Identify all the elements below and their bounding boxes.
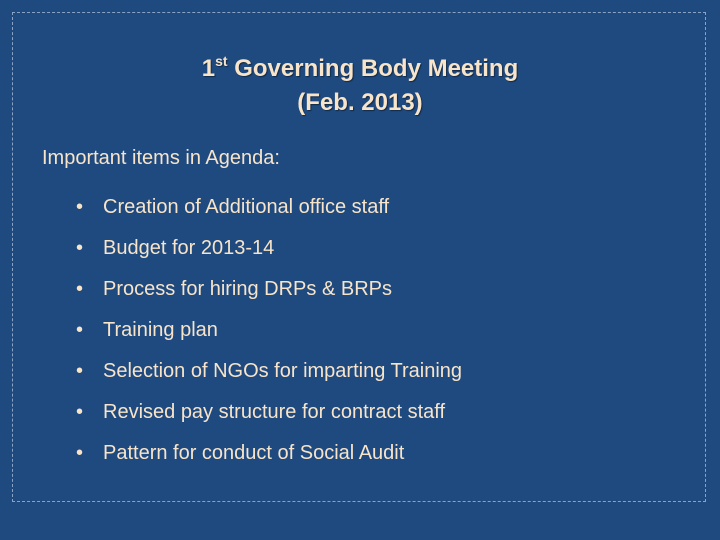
agenda-item: [76, 268, 462, 309]
agenda-item: [76, 227, 462, 268]
agenda-item: [76, 186, 462, 227]
bullet-icon: •: [76, 277, 84, 300]
agenda-item-text: Pattern for conduct of Social Audit: [103, 441, 405, 464]
agenda-list: [76, 186, 462, 473]
agenda-heading: Important items in Agenda:: [42, 147, 280, 169]
agenda-item-text: Training plan: [103, 318, 218, 341]
agenda-item-text: Process for hiring DRPs & BRPs: [103, 277, 392, 300]
slide-title: [0, 44, 720, 120]
title-prefix: 1: [201, 55, 216, 82]
bullet-icon: •: [76, 318, 84, 341]
bullet-icon: •: [76, 400, 84, 423]
agenda-item: [76, 432, 462, 473]
agenda-item: [76, 309, 462, 350]
title-superscript: st: [215, 53, 228, 69]
title-date: (Feb. 2013): [297, 89, 423, 116]
title-main: Governing Body Meeting: [227, 55, 519, 82]
bullet-icon: •: [76, 359, 84, 382]
agenda-item-text: Budget for 2013-14: [103, 236, 275, 259]
bullet-icon: •: [76, 195, 84, 218]
agenda-item-text: Revised pay structure for contract staff: [103, 400, 446, 423]
bullet-icon: •: [76, 236, 84, 259]
bullet-icon: •: [76, 441, 84, 464]
agenda-item: [76, 391, 462, 432]
agenda-item-text: Selection of NGOs for imparting Training: [103, 359, 463, 382]
agenda-item: [76, 350, 462, 391]
agenda-item-text: Creation of Additional office staff: [103, 195, 390, 218]
